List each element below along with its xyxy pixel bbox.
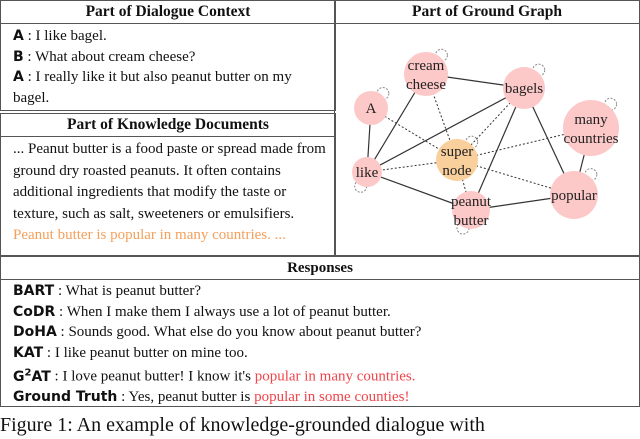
ground-graph-panel <box>334 0 640 256</box>
knowledge-documents-panel: Part of Knowledge Documents ... Peanut butter is a food paste or spread made from ground dry roasted peanuts. It often contains additional ingredients that modify the taste or texture, such as salt, sweeteners or emulsifiers. Peanut butter is popular in many countries. ... <box>0 113 336 256</box>
response-row: Ground Truth : Yes, peanut butter is popular in some counties! <box>13 389 410 406</box>
svg-text:bagels: bagels <box>504 81 544 97</box>
speaker-label: B <box>13 48 24 65</box>
svg-text:super: super <box>440 144 474 160</box>
graph-node-cream <box>404 52 448 96</box>
svg-text:A: A <box>365 101 377 117</box>
response-row: KAT : I like peanut butter on mine too. <box>13 344 248 361</box>
svg-text:node: node <box>442 163 472 179</box>
svg-text:like: like <box>355 165 379 181</box>
svg-text:cream: cream <box>407 58 445 74</box>
svg-text:popular: popular <box>551 188 597 204</box>
knowledge-highlight: Peanut butter is popular in many countries. <box>13 227 271 243</box>
graph-node-peanut <box>451 191 492 229</box>
svg-text:butter: butter <box>453 213 489 229</box>
ground-graph <box>335 23 638 255</box>
dialogue-turn: A : I like bagel. <box>13 28 107 44</box>
responses-panel <box>0 256 640 407</box>
response-row: $G^2AT$ : I love peanut butter! I know it's popular in many countries. <box>13 367 416 385</box>
svg-text:many: many <box>574 112 608 128</box>
graph-node-like <box>352 157 382 187</box>
response-row: DoHA : Sounds good. What else do you know about peanut butter? <box>13 324 422 340</box>
dialogue-context-title: Part of Dialogue Context <box>1 1 335 24</box>
graph-node-super <box>436 139 478 181</box>
figure-caption: Figure 1: An example of knowledge-grounded dialogue with <box>0 414 485 436</box>
responses-title: Responses <box>1 257 639 280</box>
graph-node-popular <box>550 171 598 219</box>
response-highlight: popular in some counties <box>254 389 405 406</box>
dialogue-context-panel <box>0 0 336 111</box>
response-row: CoDR : When I make them I always use a lot of peanut butter. <box>13 303 391 320</box>
ground-graph-title: Part of Ground Graph <box>335 1 639 24</box>
svg-text:peanut: peanut <box>451 194 491 210</box>
response-row: BART : What is peanut butter? <box>13 283 201 299</box>
graph-node-A <box>354 91 388 125</box>
dialogue-turn: A : I really like it but also peanut butter on my bagel. <box>13 69 292 106</box>
graph-node-bagels <box>503 67 545 109</box>
svg-text:cheese: cheese <box>406 77 446 93</box>
graph-node-many <box>563 100 619 156</box>
knowledge-text: ... Peanut butter is a food paste or spread made from ground dry roasted peanuts. It often contains additional ingredients that modify the taste or texture, such as salt, sweeteners or emulsifiers. <box>13 141 326 222</box>
svg-text:countries: countries <box>563 131 619 147</box>
knowledge-documents-title: Part of Knowledge Documents <box>1 114 335 137</box>
speaker-label: A <box>13 69 24 85</box>
dialogue-turn: B : What about cream cheese? <box>13 48 196 65</box>
speaker-label: A <box>13 28 24 44</box>
response-highlight: popular in many countries. <box>254 368 416 385</box>
